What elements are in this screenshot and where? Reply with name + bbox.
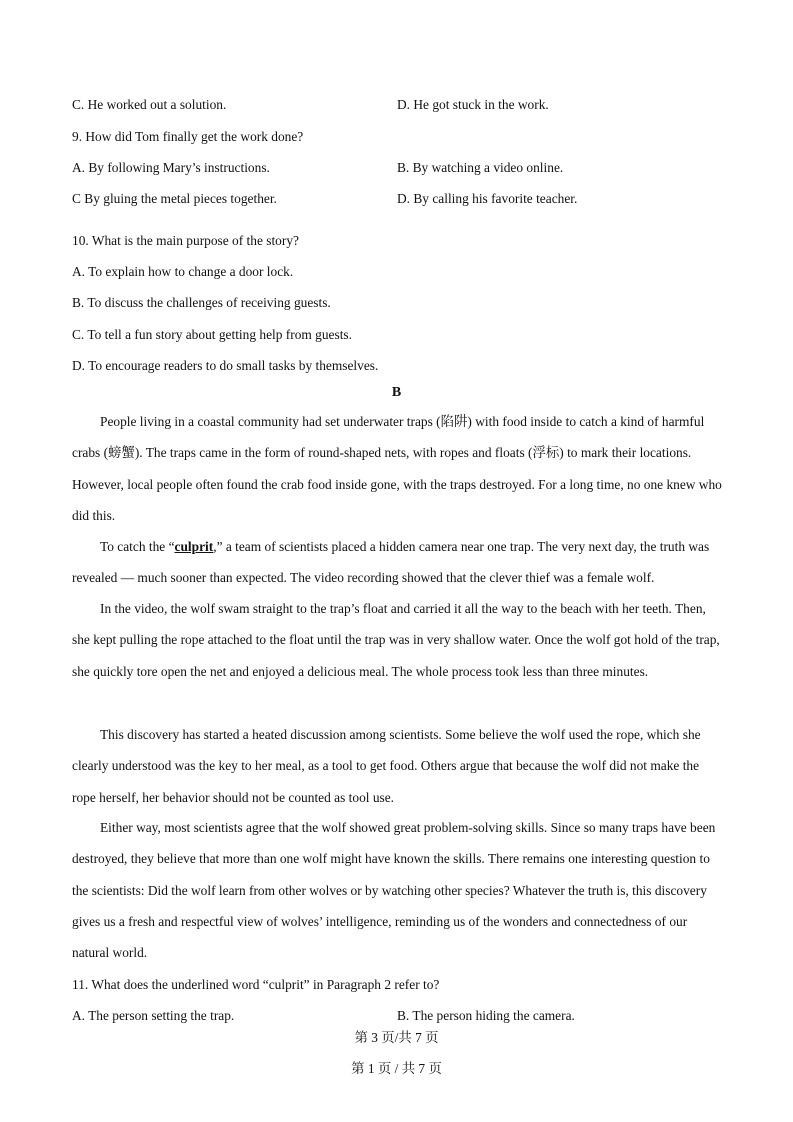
- q10-option-b: B. To discuss the challenges of receiving guests.: [72, 295, 331, 310]
- q9-option-a: A. By following Mary’s instructions.: [72, 160, 270, 175]
- q9-option-d: D. By calling his favorite teacher.: [397, 191, 578, 206]
- inner-page-number: 第 3 页/共 7 页: [354, 1030, 439, 1045]
- paragraph-3-text: In the video, the wolf swam straight to the trap’s float and carried it all the way to the beach with her teeth. Then, she kept pulling the rope attached to the float until the trap was in very shallow water. Once the wolf got hold of the trap, she quickly tore open the net and enjoyed a delicious meal. The whole process took less than three minutes.: [72, 601, 720, 679]
- passage-paragraph-1: [72, 406, 722, 531]
- paragraph-1-text: People living in a coastal community had set underwater traps (陷阱) with food inside to catch a kind of harmful crabs (螃蟹). The traps came in the form of round-shaped nets, with ropes and floats (浮标) to mark their locations. However, local people often found the crab food inside gone, with the traps destroyed. For a long time, no one knew who did this.: [72, 414, 722, 523]
- q10-option-c: C. To tell a fun story about getting help from guests.: [72, 327, 352, 342]
- passage-paragraph-4: [72, 719, 722, 813]
- underlined-keyword: culprit: [174, 539, 214, 554]
- q9-option-c: C By gluing the metal pieces together.: [72, 191, 277, 206]
- outer-page-number: 第 1 页 / 共 7 页: [351, 1061, 442, 1076]
- paragraph-5-text: Either way, most scientists agree that the wolf showed great problem-solving skills. Since so many traps have been destroyed, they believe that more than one wolf might have known the skills. There remains one interesting question to the scientists: Did the wolf learn from other wolves or by watching other species? Whatever the truth is, this discovery gives us a fresh and respectful view of wolves’ intelligence, reminding us of the wonders and connectedness of our natural world.: [72, 820, 716, 961]
- paragraph-2-text-before: To catch the “: [100, 539, 175, 554]
- q10-option-a: A. To explain how to change a door lock.: [72, 264, 294, 279]
- q8-option-d: D. He got stuck in the work.: [397, 97, 549, 112]
- q8-option-c: C. He worked out a solution.: [72, 97, 227, 112]
- passage-paragraph-2: [72, 531, 722, 594]
- passage-paragraph-5: [72, 812, 722, 968]
- passage-paragraph-3: [72, 593, 722, 687]
- q11-stem: 11. What does the underlined word “culprit” in Paragraph 2 refer to?: [72, 977, 440, 992]
- q10-option-d: D. To encourage readers to do small tasks by themselves.: [72, 358, 379, 373]
- q10-stem: 10. What is the main purpose of the story?: [72, 233, 299, 248]
- q9-option-b: B. By watching a video online.: [397, 160, 564, 175]
- q11-option-a: A. The person setting the trap.: [72, 1008, 235, 1023]
- paragraph-2-text-after: ,” a team of scientists placed a hidden camera near one trap. The very next day, the truth was revealed — much sooner than expected. The video recording showed that the clever thief was a female wolf.: [72, 539, 710, 586]
- q9-stem: 9. How did Tom finally get the work done?: [72, 129, 304, 144]
- q11-option-b: B. The person hiding the camera.: [397, 1008, 575, 1023]
- section-heading: B: [391, 385, 402, 400]
- paragraph-4-text: This discovery has started a heated discussion among scientists. Some believe the wolf used the rope, which she clearly understood was the key to her meal, as a tool to get food. Others argue that because the wolf did not make the rope herself, her behavior should not be counted as tool use.: [72, 727, 701, 805]
